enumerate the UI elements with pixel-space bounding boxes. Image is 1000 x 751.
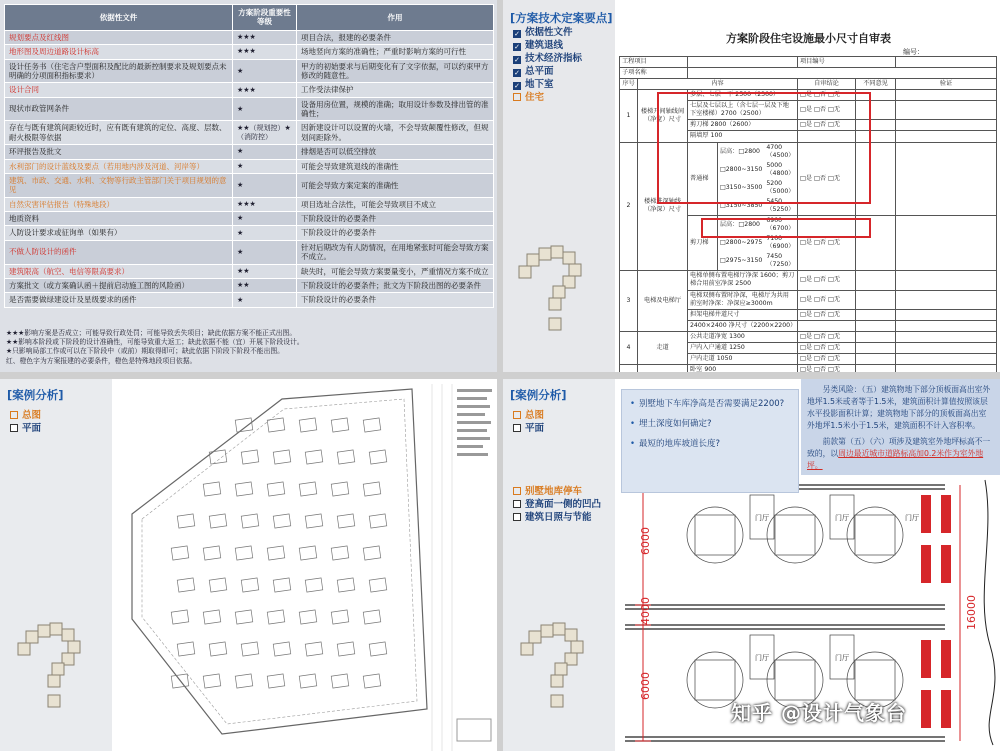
room-label: 门厅 [835, 654, 849, 662]
building-footprint [331, 674, 349, 688]
use-cell: 工作受法律保护 [297, 83, 494, 97]
use-cell: 针对后期改为有人防情况，在用地紧张时可能会导致方案不成立。 [297, 240, 494, 264]
level-cell: ★★ [233, 278, 297, 292]
check-icon: ✓ [514, 30, 520, 38]
nav-item-basement[interactable]: ✓ 地下室 [514, 79, 554, 90]
form-number: 编号： [903, 48, 924, 56]
use-cell: 可能会导致建筑退线的准确性 [297, 159, 494, 173]
row-line: 电梯双侧布置时净深，电梯厅为共用前室时净深：净深应≥3000m [688, 290, 798, 309]
choice-cell[interactable]: □是 □否 □无 [798, 290, 856, 309]
nav-item-basis[interactable]: ✓ 依据性文件 [514, 27, 573, 38]
choice-cell[interactable]: □是 □否 □无 [798, 142, 856, 216]
doc-cell: 人防设计要求或征询单（如果有） [5, 226, 233, 240]
building-footprint [363, 546, 381, 560]
level-cell: ★★★ [233, 83, 297, 97]
choice-cell[interactable]: □是 □否 □无 [798, 309, 856, 320]
room-label: 门厅 [905, 514, 919, 522]
row-label: 楼梯开间轴线间（净宽）尺寸 [638, 90, 688, 142]
choice-cell[interactable]: □是 □否 □无 [798, 353, 856, 364]
choice-cell[interactable]: □是 □否 □无 [798, 331, 856, 342]
doc-cell: 自然灾害评估报告（特殊地段） [5, 197, 233, 211]
doc-cell: 建筑限高（航空、电信等限高要求） [5, 264, 233, 278]
question-mark-cubes-icon [513, 240, 593, 335]
nav-item-indicators[interactable]: ✓ 技术经济指标 [514, 53, 583, 64]
building-footprint [235, 546, 253, 560]
building-footprint [299, 418, 317, 432]
building-footprint [299, 482, 317, 496]
level-cell: ★ [233, 240, 297, 264]
room-label: 门厅 [755, 654, 769, 662]
level-cell: ★★★ [233, 45, 297, 59]
check-icon: ✓ [514, 56, 520, 64]
box-icon [513, 500, 521, 508]
note-line: ★★★影响方案是否成立；可能导致行政处罚；可能导致丢失项目；缺此依据方案不能正式出图。 [6, 329, 297, 337]
nav-item-site-plan[interactable]: 总图 [10, 409, 41, 422]
building-footprint [331, 482, 349, 496]
building-footprint [209, 450, 227, 464]
building-footprint [267, 546, 285, 560]
building-footprint [273, 514, 291, 528]
use-cell: 项目选址合法性，可能会导致项目不成立 [297, 197, 494, 211]
table-row [5, 293, 494, 307]
basis-documents-slide [0, 0, 497, 372]
col-verify: 验证 [896, 79, 997, 90]
choice-cell[interactable]: □是 □否 □无 [798, 364, 856, 372]
building-footprint [337, 450, 355, 464]
table-row [5, 121, 494, 145]
row-label: 电梯及电梯厅 [638, 271, 688, 331]
nav-item-residential[interactable]: 住宅 [513, 91, 544, 104]
building-footprint [305, 642, 323, 656]
row-line: 2400×2400 净尺寸（2200×2200） [688, 320, 798, 331]
table-row [5, 226, 494, 240]
question-mark-cubes-icon [12, 617, 92, 712]
table-header-row [5, 5, 494, 31]
dim-label: 6000 [639, 527, 652, 555]
stair-type: 普通梯 [688, 143, 717, 216]
choice-cell[interactable]: □是 □否 □无 [798, 342, 856, 353]
box-icon [513, 424, 521, 432]
doc-cell: 存在与既有建筑间距较近时，应有既有建筑的定位、高度、层数、耐火极限等依据 [5, 121, 233, 145]
building-footprint [363, 610, 381, 624]
building-footprint [235, 482, 253, 496]
row-line: 多层、七层一下 2500（2300） [688, 90, 798, 101]
check-icon: ✓ [514, 43, 520, 51]
box-icon [513, 411, 521, 419]
choice-cell[interactable]: □是 □否 □无 [798, 90, 856, 101]
choice-cell[interactable]: □是 □否 □无 [798, 101, 856, 120]
table-row [5, 83, 494, 97]
choice-cell[interactable]: □是 □否 □无 [798, 216, 856, 271]
col-level: 方案阶段重要性等级 [233, 5, 297, 31]
table-row [5, 145, 494, 159]
project-no-label: 项目编号 [798, 57, 896, 68]
col-conclusion: 自审结论 [798, 79, 856, 90]
building-footprint [273, 450, 291, 464]
question-box [621, 389, 799, 493]
building-footprint [267, 418, 285, 432]
table-row [5, 59, 494, 83]
use-cell: 下阶段设计的必要条件 [297, 212, 494, 226]
building-footprint [267, 610, 285, 624]
regulation-paragraph: 前款第（五）（六）项涉及建筑室外地坪标高不一致的，以周边最近城市道路标高加0.2米作为室外地坪。 [807, 437, 991, 470]
level-cell: ★ [233, 159, 297, 173]
building-footprint [299, 610, 317, 624]
project-name-label: 工程项目 [620, 57, 688, 68]
box-icon [513, 513, 521, 521]
check-icon: ✓ [514, 82, 520, 90]
question-item: • 别墅地下车库净高是否需要满足2200? [630, 399, 785, 409]
building-footprint [369, 450, 387, 464]
level-cell: ★★（规划控）★（消防控） [233, 121, 297, 145]
row-line: 卧室 900 [688, 364, 798, 372]
box-icon [513, 487, 521, 495]
doc-cell: 设计合同 [5, 83, 233, 97]
doc-cell: 水利部门的设计蓝线及要点（若用地内涉及河道、河岸等） [5, 159, 233, 173]
building-footprint [337, 514, 355, 528]
building-footprint [299, 546, 317, 560]
building-footprint [241, 642, 259, 656]
nav-item-site-plan[interactable]: 总图 [513, 409, 544, 422]
watermark: 知乎 @设计气象台 [731, 701, 907, 725]
building-footprint [241, 578, 259, 592]
building-footprint [363, 482, 381, 496]
check-icon: ✓ [514, 69, 520, 77]
use-cell: 缺失时，可能会导致方案要量变小，严重情况方案不成立 [297, 264, 494, 278]
doc-cell: 环评报告及批文 [5, 145, 233, 159]
dim-label: 6000 [639, 672, 652, 700]
col-content: 内容 [638, 79, 798, 90]
doc-cell: 是否需要做绿建设计及星级要求的函件 [5, 293, 233, 307]
basis-documents-table [4, 4, 494, 308]
level-cell: ★ [233, 226, 297, 240]
use-cell: 场地竖向方案的准确性；严重时影响方案的可行性 [297, 45, 494, 59]
row-line: 电梯单侧布置电梯厅净深 1600；剪刀梯合用前室净深 2500 [688, 271, 798, 290]
building-footprint [267, 482, 285, 496]
side-panel [503, 0, 615, 372]
building-footprint [235, 610, 253, 624]
row-line: 户内走道 1050 [688, 353, 798, 364]
table-row [5, 278, 494, 292]
building-footprint [299, 674, 317, 688]
level-cell: ★ [233, 59, 297, 83]
side-title: [案例分析] [510, 388, 567, 402]
table-row [5, 30, 494, 44]
use-cell: 甲方的初始要求与后期变化有了文字依据，可以约束甲方修改的随意性。 [297, 59, 494, 83]
building-footprint [177, 642, 195, 656]
question-mark-cubes-icon [515, 617, 595, 712]
doc-cell: 现状市政管网条件 [5, 97, 233, 121]
building-footprint [337, 642, 355, 656]
note-line: ★★影响本阶段或下阶段的设计准确性，可能导致重大返工；缺此依据不能（宜）开展下阶段设计。 [6, 338, 304, 347]
row-line: 担架电梯井道尺寸 [688, 309, 798, 320]
building-footprint [209, 578, 227, 592]
building-footprint [331, 546, 349, 560]
table-row [5, 240, 494, 264]
col-no: 序号 [620, 79, 638, 90]
nav-item-sunlight-energy[interactable]: 建筑日照与节能 [513, 511, 592, 524]
building-footprint [305, 450, 323, 464]
doc-cell: 规划要点及红线图 [5, 30, 233, 44]
building-footprint [203, 674, 221, 688]
level-cell: ★ [233, 212, 297, 226]
dim-label: 16000 [965, 595, 978, 630]
building-footprint [203, 610, 221, 624]
use-cell: 排烟是否可以低空排放 [297, 145, 494, 159]
dim-label: 4000 [639, 597, 652, 625]
form-title: 方案阶段住宅设施最小尺寸自审表 [726, 32, 891, 45]
regulation-note [801, 379, 1000, 475]
col-opinion: 不同意见 [856, 79, 896, 90]
doc-cell: 地形图及周边道路设计标高 [5, 45, 233, 59]
building-footprint [369, 514, 387, 528]
site-plan-drawing [112, 379, 497, 751]
row-no: 1 [620, 90, 638, 142]
side-title: [方案技术定案要点] [510, 11, 613, 25]
building-footprint [331, 610, 349, 624]
row-no: 2 [620, 142, 638, 271]
row-line: 剪刀梯 2800（2600） [688, 120, 798, 131]
doc-cell: 方案批文（或方案确认函＋提前启动施工图的风险函） [5, 278, 233, 292]
room-label: 门厅 [755, 514, 769, 522]
use-cell: 因新建设计可以设置的火墙，不会导致颠覆性修改，但规划间距除外。 [297, 121, 494, 145]
level-cell: ★★★ [233, 30, 297, 44]
nav-item-setback[interactable]: ✓ 建筑退线 [514, 40, 564, 51]
nav-item-site-plan[interactable]: ✓ 总平面 [514, 66, 554, 77]
box-icon [10, 411, 18, 419]
site-plan-svg [112, 379, 497, 751]
choice-cell[interactable]: □是 □否 □无 [798, 271, 856, 290]
building-footprint [177, 514, 195, 528]
building-footprint [177, 578, 195, 592]
nav-item-floor-plan[interactable]: 平面 [513, 422, 544, 435]
level-cell: ★ [233, 293, 297, 307]
level-cell: ★ [233, 173, 297, 197]
building-footprint [241, 450, 259, 464]
building-footprint [203, 546, 221, 560]
highlight-box-elevator [701, 218, 871, 238]
table-row [5, 159, 494, 173]
side-panel [503, 379, 615, 751]
row-no: 4 [620, 331, 638, 364]
question-item: • 最短的地库坡道长度? [630, 439, 721, 449]
building-footprint [171, 610, 189, 624]
building-footprint [337, 578, 355, 592]
use-cell: 下阶段设计的必要条件 [297, 293, 494, 307]
row-line: 七层及七层以上（含七层一层及下地下室楼梯）2700（2500） [688, 101, 798, 120]
self-review-form: 工程项目 项目编号 子项名称 序号 内容 自审结论 不同意见 验证 1 楼梯开间轴线间（净宽）尺寸 多层、七层一下 2500（2300） □是 □否 □无 七层及七层以上（含七层一层及下地下室楼梯）2700（2500） □是 □否 □无 剪刀梯 2800（2600） □是 □否 □无 隔墙厚 100 2 楼梯进深轴线（净深）尺寸 普通梯 层高：□2800 4700（4500） □2800~3150 5000（4800） □3150~3500 5200（5000） □3150~3850 5450（5250） □是 □否 □无 剪刀梯 层高：□2800 6900（6700） □2800~2975 7100（6900） □2975~3150 7450（7250） □是 □否 □无 3 电梯及电梯厅 电梯单侧布置电梯厅净深 1600；剪刀梯合用前室净深 2500 □是 □否 □无 电梯双侧布置时净深，电梯厅为共用前室时净深：净深应≥3000m □是 □否 □无 担架电梯井道尺寸 □是 □否 □无 2400×2400 净尺寸（2200×2200） 4 走道 公共走道净宽 1300 □是 □否 □无 户内入户通道 1250 □是 □否 □无 户内走道 1050 □是 □否 □无 卧室 900 □是 □否 □无 [619, 56, 997, 372]
room-label: 门厅 [835, 514, 849, 522]
table-notes [6, 329, 492, 366]
highlight-box-stairs [657, 92, 871, 204]
use-cell: 下阶段设计的必要条件 [297, 226, 494, 240]
col-use: 作用 [297, 5, 494, 31]
building-footprint [235, 674, 253, 688]
building-footprint [267, 674, 285, 688]
note-line: 红、橙色字为方案报建的必要条件，橙色是特殊地段项目依据。 [6, 356, 197, 365]
case-analysis-site-slide [0, 379, 497, 751]
building-footprint [305, 578, 323, 592]
level-cell: ★ [233, 97, 297, 121]
case-analysis-basement-slide [503, 379, 1000, 751]
box-icon [513, 93, 521, 101]
regulation-paragraph: 另类风险：（五）建筑物地下部分顶板面高出室外地坪1.5米或者等于1.5米，建筑面积计算值按照该层水平投影面积计算；建筑物地下部分的顶板面高出室外地坪1.5米小于1.5米，建筑面积不计入容积率。 [807, 385, 991, 430]
table-row [5, 173, 494, 197]
table-row [5, 45, 494, 59]
side-panel [0, 379, 112, 751]
row-no: 3 [620, 271, 638, 331]
use-cell: 下阶段设计的必要条件；批文为下阶段出图的必要条件 [297, 278, 494, 292]
row-label [638, 364, 688, 372]
col-doc: 依据性文件 [5, 5, 233, 31]
building-footprint [305, 514, 323, 528]
row-label: 走道 [638, 331, 688, 364]
building-footprint [331, 418, 349, 432]
building-footprint [363, 418, 381, 432]
level-cell: ★ [233, 145, 297, 159]
building-footprint [241, 514, 259, 528]
table-row [5, 212, 494, 226]
doc-cell: 建筑、市政、交通、水利、文物等行政主管部门关于项目规划的意见 [5, 173, 233, 197]
doc-cell: 不做人防设计的函件 [5, 240, 233, 264]
sub-item-label: 子项名称 [620, 68, 688, 79]
use-cell: 可能会导致方案定案的准确性 [297, 173, 494, 197]
building-footprint [235, 418, 253, 432]
doc-cell: 地质资料 [5, 212, 233, 226]
use-cell: 项目合法，报建的必要条件 [297, 30, 494, 44]
note-line: ★只影响局部工作或可以在下阶段中（或前）期取得即可；缺此依据下阶段下阶段不能出图。 [6, 347, 284, 356]
doc-cell: 设计任务书（住宅含户型面积及配比的最新控制要求及规划要点未明确的分项面积指标要求） [5, 59, 233, 83]
nav-item-fire-access-face[interactable]: 登高面一侧的凹凸 [513, 498, 601, 511]
table-row [5, 197, 494, 211]
nav-item-floor-plan[interactable]: 平面 [10, 422, 41, 435]
row-line: 户内入户通道 1250 [688, 342, 798, 353]
level-cell: ★★ [233, 264, 297, 278]
box-icon [10, 424, 18, 432]
row-line: 隔墙厚 100 [688, 131, 798, 142]
question-item: • 埋土深度如何确定? [630, 419, 712, 429]
building-footprint [273, 578, 291, 592]
level-cell: ★★★ [233, 197, 297, 211]
building-footprint [273, 642, 291, 656]
building-footprint [369, 578, 387, 592]
stair-type: 剪刀梯 [688, 216, 717, 270]
table-row [5, 264, 494, 278]
nav-item-villa-parking[interactable]: 别墅地库停车 [513, 485, 582, 498]
building-footprint [171, 546, 189, 560]
use-cell: 设备用房位置，规模的准确；取用设计参数及排出管的准确性； [297, 97, 494, 121]
choice-cell[interactable]: □是 □否 □无 [798, 120, 856, 131]
technical-points-slide [503, 0, 1000, 372]
building-footprint [363, 674, 381, 688]
side-title: [案例分析] [7, 388, 64, 402]
row-no [620, 364, 638, 372]
row-line: 公共走道净宽 1300 [688, 331, 798, 342]
building-footprint [369, 642, 387, 656]
row-label: 楼梯进深轴线（净深）尺寸 [638, 142, 688, 271]
building-footprint [203, 482, 221, 496]
building-footprint [209, 642, 227, 656]
building-footprint [209, 514, 227, 528]
table-row [5, 97, 494, 121]
